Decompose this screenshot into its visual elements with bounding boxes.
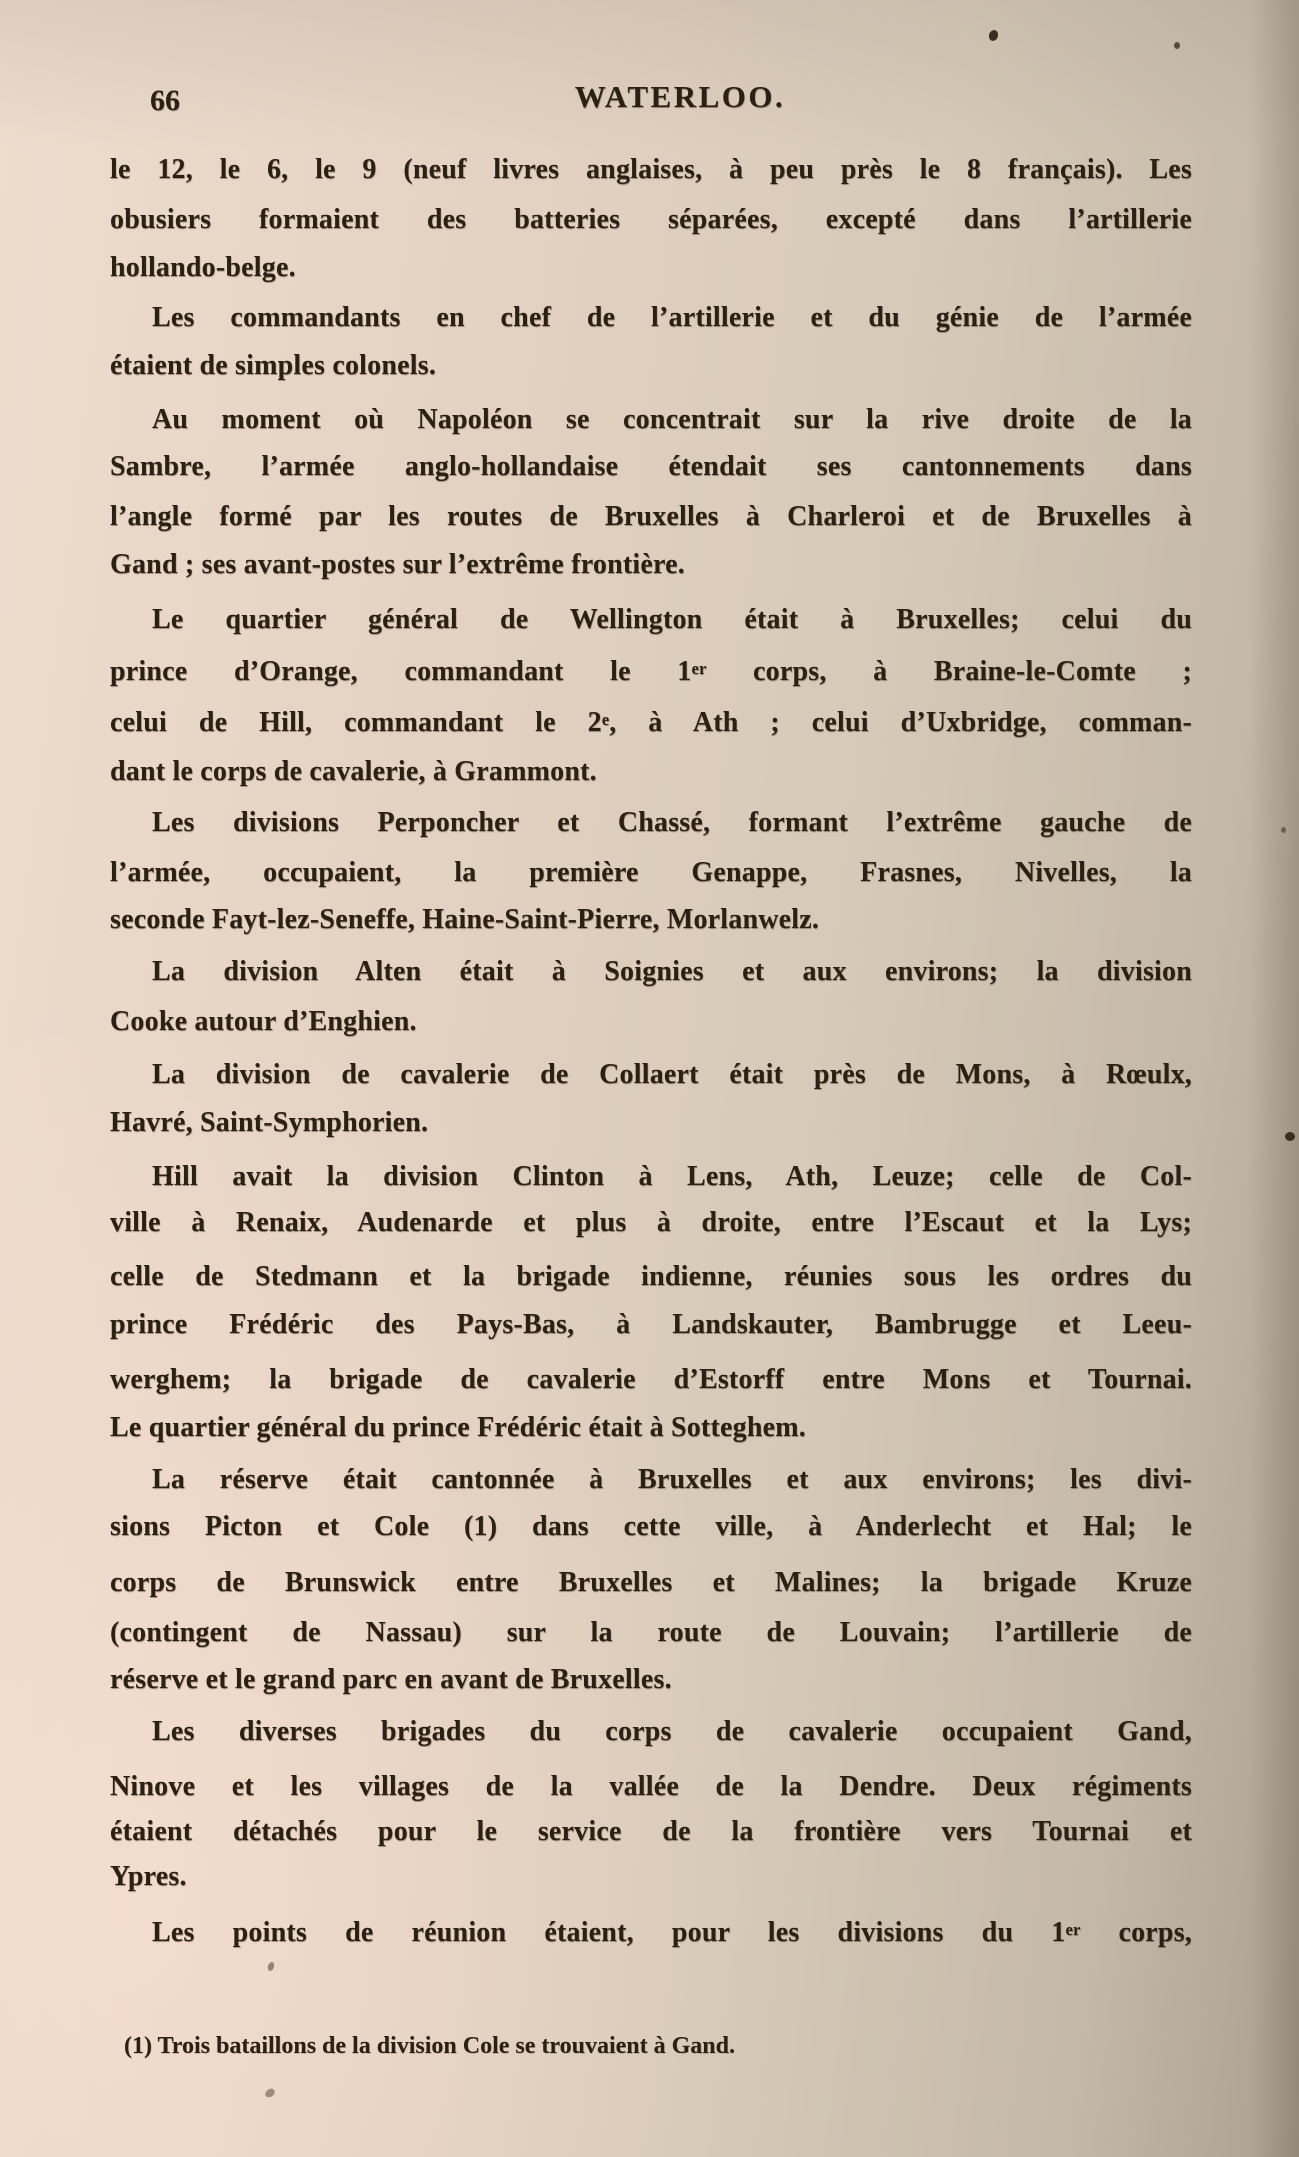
text-line: sions Picton et Cole (1) dans cette ville, à Anderlecht et Hal; le xyxy=(110,1511,1192,1542)
text-line: corps de Brunswick entre Bruxelles et Malines; la brigade Kruze xyxy=(110,1567,1192,1598)
text-line: werghem; la brigade de cavalerie d’Estorff entre Mons et Tournai. xyxy=(110,1364,1192,1395)
text-line: Gand ; ses avant-postes sur l’extrême frontière. xyxy=(110,549,685,580)
text-line: La division de cavalerie de Collaert était près de Mons, à Rœulx, xyxy=(152,1059,1192,1090)
ink-speck xyxy=(264,2087,276,2100)
text-segment: celui de Hill, commandant le 2 xyxy=(110,707,602,738)
text-line xyxy=(110,647,1192,697)
ink-speck xyxy=(1281,827,1286,833)
text-line xyxy=(110,1908,1192,1958)
text-line: Ypres. xyxy=(110,1861,187,1892)
text-line: prince Frédéric des Pays-Bas, à Landskauter, Bambrugge et Leeu- xyxy=(110,1309,1192,1340)
ink-speck xyxy=(1174,42,1180,49)
running-head: WATERLOO. xyxy=(574,79,786,114)
text-line: seconde Fayt-lez-Seneffe, Haine-Saint-Pierre, Morlanwelz. xyxy=(110,904,820,935)
text-line: Havré, Saint-Symphorien. xyxy=(110,1107,429,1138)
text-line: celle de Stedmann et la brigade indienne, réunies sous les ordres du xyxy=(110,1261,1192,1292)
ink-speck xyxy=(1285,1132,1295,1141)
text-line: dant le corps de cavalerie, à Grammont. xyxy=(110,756,597,787)
text-segment: corps, xyxy=(1080,1917,1192,1948)
text-line: Le quartier général du prince Frédéric était à Sotteghem. xyxy=(110,1412,806,1443)
text-line: Ninove et les villages de la vallée de la Dendre. Deux régiments xyxy=(110,1771,1192,1802)
text-line: obusiers formaient des batteries séparées, excepté dans l’artillerie xyxy=(110,204,1192,235)
text-line: Les divisions Perponcher et Chassé, formant l’extrême gauche de xyxy=(152,807,1192,838)
text-line: étaient détachés pour le service de la frontière vers Tournai et xyxy=(110,1816,1192,1847)
text-segment: corps, à Braine-le-Comte ; xyxy=(706,656,1192,687)
text-line: l’angle formé par les routes de Bruxelles à Charleroi et de Bruxelles à xyxy=(110,501,1192,532)
text-line: ville à Renaix, Audenarde et plus à droite, entre l’Escaut et la Lys; xyxy=(110,1207,1192,1238)
text-line: réserve et le grand parc en avant de Bruxelles. xyxy=(110,1664,672,1695)
text-line: le 12, le 6, le 9 (neuf livres anglaises, à peu près le 8 français). Les xyxy=(110,154,1192,185)
text-line: Les commandants en chef de l’artillerie et du génie de l’armée xyxy=(152,302,1192,333)
text-line: La réserve était cantonnée à Bruxelles et aux environs; les divi- xyxy=(152,1464,1192,1495)
text-line: Hill avait la division Clinton à Lens, Ath, Leuze; celle de Col- xyxy=(152,1161,1192,1192)
text-line: Au moment où Napoléon se concentrait sur la rive droite de la xyxy=(152,404,1192,435)
ink-speck xyxy=(267,1961,276,1972)
text-segment: , à Ath ; celui d’Uxbridge, comman- xyxy=(609,707,1192,738)
ordinal-superscript: e xyxy=(601,710,610,729)
page-number: 66 xyxy=(150,84,180,117)
text-line: Le quartier général de Wellington était à Bruxelles; celui du xyxy=(152,604,1192,635)
text-segment: prince d’Orange, commandant le 1 xyxy=(110,656,692,687)
ordinal-superscript: er xyxy=(1065,1920,1081,1939)
text-line: l’armée, occupaient, la première Genappe, Frasnes, Nivelles, la xyxy=(110,857,1192,888)
text-line: Sambre, l’armée anglo-hollandaise étendait ses cantonnements dans xyxy=(110,451,1192,482)
text-line: Les diverses brigades du corps de cavalerie occupaient Gand, xyxy=(152,1716,1192,1747)
text-line: La division Alten était à Soignies et aux environs; la division xyxy=(152,956,1192,987)
ordinal-superscript: er xyxy=(691,659,707,678)
text-line xyxy=(110,698,1192,748)
ink-speck xyxy=(988,29,1000,42)
text-line: hollando-belge. xyxy=(110,252,296,283)
text-line: Cooke autour d’Enghien. xyxy=(110,1006,417,1037)
text-segment: Les points de réunion étaient, pour les divisions du 1 xyxy=(152,1917,1066,1948)
footnote: (1) Trois bataillons de la division Cole se trouvaient à Gand. xyxy=(124,2033,735,2059)
text-line: étaient de simples colonels. xyxy=(110,350,437,381)
text-line: (contingent de Nassau) sur la route de Louvain; l’artillerie de xyxy=(110,1617,1192,1648)
